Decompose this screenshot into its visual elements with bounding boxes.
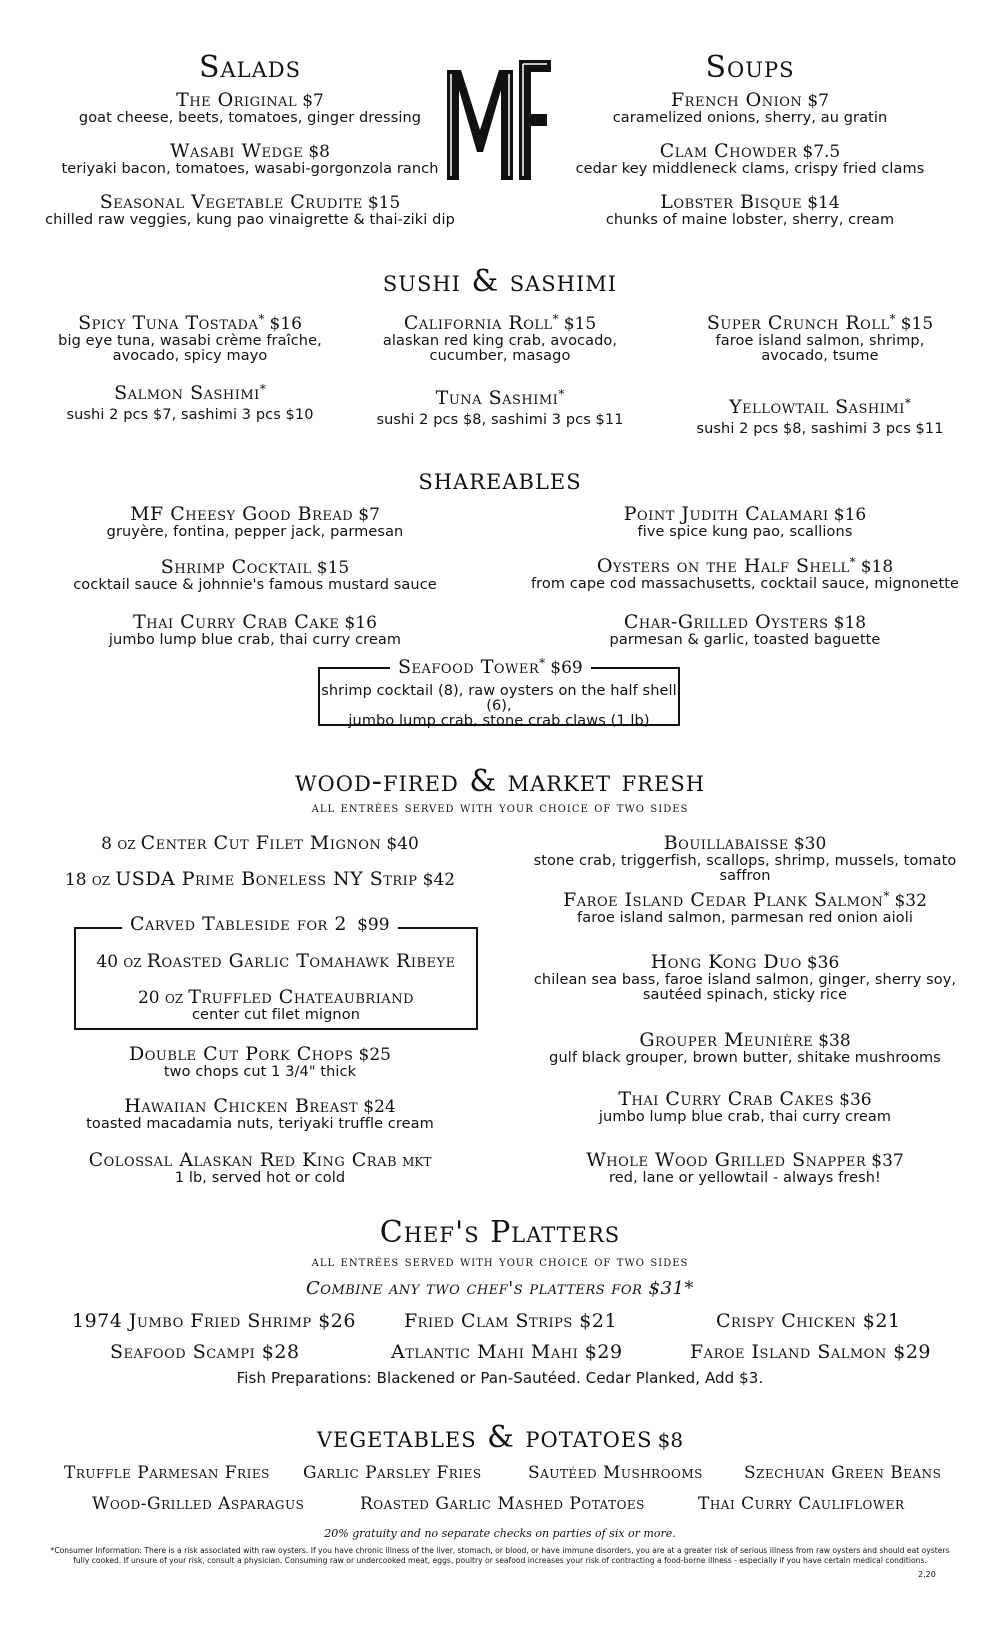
menu-item: Seasonal Vegetable Crudite $15 chilled raw veggies, kung pao vinaigrette & thai-ziki dip xyxy=(45,191,455,229)
menu-item: California Roll* $15 alaskan red king crab, avocado, cucumber, masago xyxy=(382,312,618,365)
platters-prep: Fish Preparations: Blackened or Pan-Sautéed. Cedar Planked, Add $3. xyxy=(236,1369,764,1387)
wood-title: wood-fired & market fresh xyxy=(294,764,706,799)
menu-item: Clam Chowder $7.5 cedar key middleneck clams, crispy fried clams xyxy=(575,140,925,178)
veg-item: Szechuan Green Beans xyxy=(744,1463,942,1483)
veg-item: Wood-Grilled Asparagus xyxy=(92,1494,305,1514)
menu-item: Grouper Meunière $38 gulf black grouper, brown butter, shitake mushrooms xyxy=(549,1029,941,1066)
veg-item: Garlic Parsley Fries xyxy=(303,1463,482,1483)
platter-item: Faroe Island Salmon $29 xyxy=(690,1341,932,1363)
menu-item: Spicy Tuna Tostada* $16 big eye tuna, wasabi crème fraîche, avocado, spicy mayo xyxy=(58,312,322,365)
menu-item: Colossal Alaskan Red King Crab mkt 1 lb, served hot or cold xyxy=(88,1149,432,1186)
soups-title: Soups xyxy=(705,50,795,85)
menu-item: 40 oz Roasted Garlic Tomahawk Ribeye xyxy=(96,950,456,972)
veg-item: Thai Curry Cauliflower xyxy=(698,1494,905,1514)
gratuity-note: 20% gratuity and no separate checks on parties of six or more. xyxy=(324,1527,676,1540)
menu-item: Salmon Sashimi* sushi 2 pcs $7, sashimi 3 pcs $10 xyxy=(66,382,314,423)
carved-tableside-heading: Carved Tableside for 2 $99 xyxy=(122,915,398,935)
soups-section xyxy=(515,50,985,228)
menu-item: Shrimp Cocktail $15 cocktail sauce & johnnie's famous mustard sauce xyxy=(73,556,437,593)
consumer-info: *Consumer Information: There is a risk associated with raw oysters. If you have chronic illness of the liver, stomach, or blood, or have immune disorders, you are at a greater risk of serious illness from raw oysters and should eat oysters fully cooked. If unsure of your risk, consult a physician. Consuming raw or undercooked meat, eggs, poultry or seafood increases your risk of contracting a food-borne illness - especially if you have certain medical conditions. xyxy=(50,1546,950,1566)
salads-section xyxy=(20,50,480,228)
menu-item: Char-Grilled Oysters $18 parmesan & garlic, toasted baguette xyxy=(609,611,881,648)
menu-item: 18 oz USDA Prime Boneless NY Strip $42 xyxy=(64,868,456,890)
veg-price: $8 xyxy=(657,1428,684,1452)
platter-item: Crispy Chicken $21 xyxy=(716,1310,901,1332)
menu-item: The Original $7 goat cheese, beets, tomatoes, ginger dressing xyxy=(78,89,422,126)
platter-item: Seafood Scampi $28 xyxy=(110,1341,300,1363)
menu-item: Oysters on the Half Shell* $18 from cape cod massachusetts, cocktail sauce, mignonette xyxy=(530,555,960,592)
veg-item: Sautéed Mushrooms xyxy=(528,1463,703,1483)
menu-item: Faroe Island Cedar Plank Salmon* $32 faroe island salmon, parmesan red onion aioli xyxy=(563,889,927,926)
carved-tableside-box xyxy=(74,927,478,1030)
seafood-tower-heading: Seafood Tower* $69 xyxy=(390,657,591,678)
veg-item: Truffle Parmesan Fries xyxy=(64,1463,270,1483)
veg-item: Roasted Garlic Mashed Potatoes xyxy=(360,1494,645,1514)
wood-subtitle: all entrées served with your choice of two sides xyxy=(311,800,689,816)
platters-title: Chef's Platters xyxy=(379,1215,621,1250)
menu-item: Tuna Sashimi* sushi 2 pcs $8, sashimi 3 pcs $11 xyxy=(376,387,624,428)
menu-item: French Onion $7 caramelized onions, sherry, au gratin xyxy=(612,89,888,126)
menu-item: Whole Wood Grilled Snapper $37 red, lane or yellowtail - always fresh! xyxy=(586,1149,904,1186)
veg-heading xyxy=(0,1420,1000,1455)
platter-item: Fried Clam Strips $21 xyxy=(404,1310,618,1332)
menu-item: Double Cut Pork Chops $25 two chops cut 1 3/4" thick xyxy=(129,1043,391,1080)
platters-combine: Combine any two chef's platters for $31* xyxy=(306,1278,694,1299)
veg-title: vegetables & potatoes xyxy=(316,1420,653,1455)
salads-title: Salads xyxy=(198,50,302,85)
menu-item: MF Cheesy Good Bread $7 gruyère, fontina, pepper jack, parmesan xyxy=(106,503,404,540)
menu-item: Thai Curry Crab Cake $16 jumbo lump blue crab, thai curry cream xyxy=(108,611,402,648)
menu-item: Wasabi Wedge $8 teriyaki bacon, tomatoes, wasabi-gorgonzola ranch xyxy=(61,140,439,178)
menu-item: Yellowtail Sashimi* sushi 2 pcs $8, sashimi 3 pcs $11 xyxy=(696,396,944,437)
platter-item: Atlantic Mahi Mahi $29 xyxy=(391,1341,623,1363)
menu-item: 8 oz Center Cut Filet Mignon $40 xyxy=(101,832,419,854)
menu-item: 20 oz Truffled Chateaubriand center cut filet mignon xyxy=(137,985,415,1023)
platter-item: 1974 Jumbo Fried Shrimp $26 xyxy=(72,1310,356,1332)
menu-item: Super Crunch Roll* $15 faroe island salmon, shrimp, avocado, tsume xyxy=(706,312,934,365)
sushi-title: sushi & sashimi xyxy=(382,264,618,299)
menu-item: Bouillabaisse $30 stone crab, triggerfish, scallops, shrimp, mussels, tomato saffron xyxy=(533,832,957,885)
seafood-tower-box: shrimp cocktail (8), raw oysters on the half shell (6), jumbo lump crab, stone crab claws (1 lb) xyxy=(318,667,680,726)
menu-item: Lobster Bisque $14 chunks of maine lobster, sherry, cream xyxy=(605,191,895,229)
menu-item: Point Judith Calamari $16 five spice kung pao, scallions xyxy=(623,503,867,540)
shareables-title: shareables xyxy=(418,462,582,497)
version-label: 2.20 xyxy=(918,1570,936,1579)
platters-subtitle: all entrées served with your choice of two sides xyxy=(311,1254,689,1270)
menu-item: Hong Kong Duo $36 chilean sea bass, faroe island salmon, ginger, sherry soy, sautéed spinach, sticky rice xyxy=(533,951,957,1004)
menu-item: Hawaiian Chicken Breast $24 toasted macadamia nuts, teriyaki truffle cream xyxy=(86,1095,434,1132)
menu-item: Thai Curry Crab Cakes $36 jumbo lump blue crab, thai curry cream xyxy=(598,1088,892,1125)
